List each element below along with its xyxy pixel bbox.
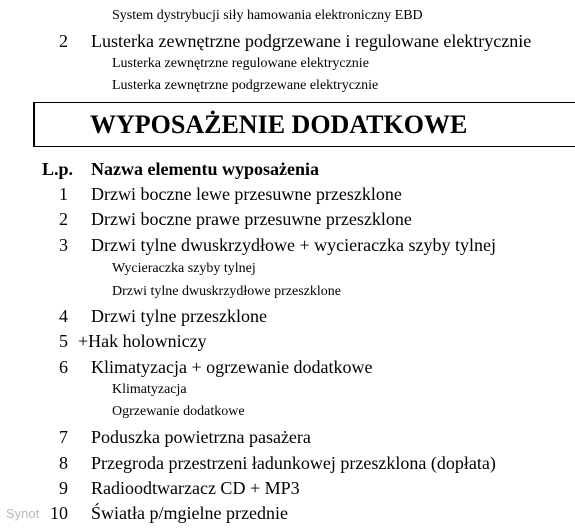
equipment-item-name: Poduszka powietrzna pasażera <box>91 427 311 447</box>
equipment-item-number: 2 <box>59 209 68 229</box>
equipment-sub-item: Wycieraczka szyby tylnej <box>112 261 256 276</box>
equipment-sub-item: Lusterka zewnętrzne regulowane elektrycznie <box>112 56 369 71</box>
equipment-item-name: Drzwi tylne dwuskrzydłowe + wycieraczka szyby tylnej <box>91 235 497 255</box>
equipment-item-name: +Hak holowniczy <box>78 331 207 351</box>
equipment-item-name: Lusterka zewnętrzne podgrzewane i regulowane elektrycznie <box>91 31 532 51</box>
equipment-item-number: 3 <box>59 235 68 255</box>
equipment-item-name: Światła p/mgielne przednie <box>91 503 288 523</box>
equipment-item-name: Drzwi boczne prawe przesuwne przeszklone <box>91 209 412 229</box>
equipment-item-number: 9 <box>59 478 68 498</box>
equipment-sub-item: Lusterka zewnętrzne podgrzewane elektrycznie <box>112 78 379 93</box>
equipment-item-name: Klimatyzacja + ogrzewanie dodatkowe <box>91 357 373 377</box>
equipment-item-number: 4 <box>59 306 68 326</box>
equipment-item-name: Radioodtwarzacz CD + MP3 <box>91 478 300 498</box>
equipment-sub-item: Klimatyzacja <box>112 382 187 397</box>
equipment-item-number: 2 <box>59 31 68 51</box>
equipment-item-number: 7 <box>59 427 68 447</box>
equipment-item-number: 8 <box>59 453 68 473</box>
equipment-sub-item: Ogrzewanie dodatkowe <box>112 404 245 419</box>
equipment-item-number: 1 <box>59 184 68 204</box>
column-header-name: Nazwa elementu wyposażenia <box>91 159 319 179</box>
equipment-item-number: 6 <box>59 357 68 377</box>
equipment-item-name: Drzwi tylne przeszklone <box>91 306 267 326</box>
watermark-logo: Synot <box>6 506 40 521</box>
section-title: WYPOSAŻENIE DODATKOWE <box>90 110 468 139</box>
equipment-item-name: Przegroda przestrzeni ładunkowej przeszklona (dopłata) <box>91 453 496 473</box>
column-header-lp: L.p. <box>42 159 74 179</box>
equipment-item-number: 10 <box>50 503 68 523</box>
equipment-item-number: 5 <box>59 331 68 351</box>
equipment-item-name: Drzwi boczne lewe przesuwne przeszklone <box>91 184 402 204</box>
equipment-sub-item: System dystrybucji siły hamowania elektroniczny EBD <box>112 8 423 23</box>
equipment-sub-item: Drzwi tylne dwuskrzydłowe przeszklone <box>112 284 341 299</box>
